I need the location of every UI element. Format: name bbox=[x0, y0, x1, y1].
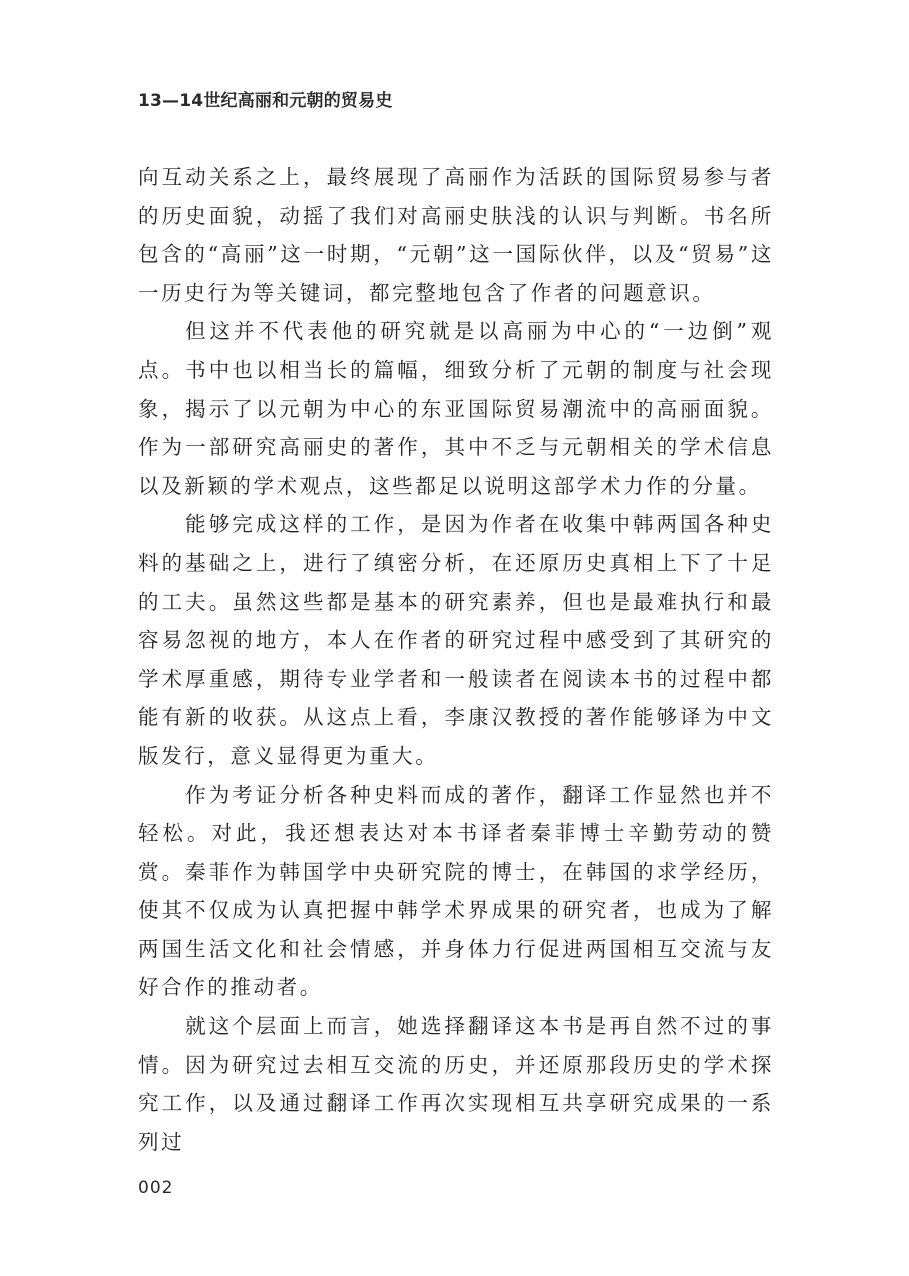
running-header-title: 13—14世纪高丽和元朝的贸易史 bbox=[138, 91, 393, 111]
paragraph: 就这个层面上而言，她选择翻译这本书是再自然不过的事情。因为研究过去相互交流的历史，并还原那段历史的学术探究工作，以及通过翻译工作再次实现相互共享研究成果的一系列过 bbox=[138, 1014, 774, 1154]
body-text bbox=[138, 158, 774, 1161]
paragraph: 但这并不代表他的研究就是以高丽为中心的“一边倒”观点。书中也以相当长的篇幅，细致分析了元朝的制度与社会现象，揭示了以元朝为中心的东亚国际贸易潮流中的高丽面貌。作为一部研究高丽史的著作，其中不乏与元朝相关的学术信息以及新颖的学术观点，这些都足以说明这部学术力作的分量。 bbox=[138, 319, 774, 498]
page-number: 002 bbox=[138, 1178, 174, 1198]
paragraph: 作为考证分析各种史料而成的著作，翻译工作显然也并不轻松。对此，我还想表达对本书译者秦菲博士辛勤劳动的赞赏。秦菲作为韩国学中央研究院的博士，在韩国的求学经历，使其不仅成为认真把握中韩学术界成果的研究者，也成为了解两国生活文化和社会情感，并身体力行促进两国相互交流与友好合作的推动者。 bbox=[138, 782, 774, 1000]
paragraph-continuation: 向互动关系之上，最终展现了高丽作为活跃的国际贸易参与者的历史面貌，动摇了我们对高丽史肤浅的认识与判断。书名所包含的“高丽”这一时期，“元朝”这一国际伙伴，以及“贸易”这一历史行为等关键词，都完整地包含了作者的问题意识。 bbox=[138, 165, 774, 305]
paragraph: 能够完成这样的工作，是因为作者在收集中韩两国各种史料的基础之上，进行了缜密分析，在还原历史真相上下了十足的工夫。虽然这些都是基本的研究素养，但也是最难执行和最容易忽视的地方，本人在作者的研究过程中感受到了其研究的学术厚重感，期待专业学者和一般读者在阅读本书的过程中都能有新的收获。从这点上看，李康汉教授的著作能够译为中文版发行，意义显得更为重大。 bbox=[138, 512, 774, 768]
